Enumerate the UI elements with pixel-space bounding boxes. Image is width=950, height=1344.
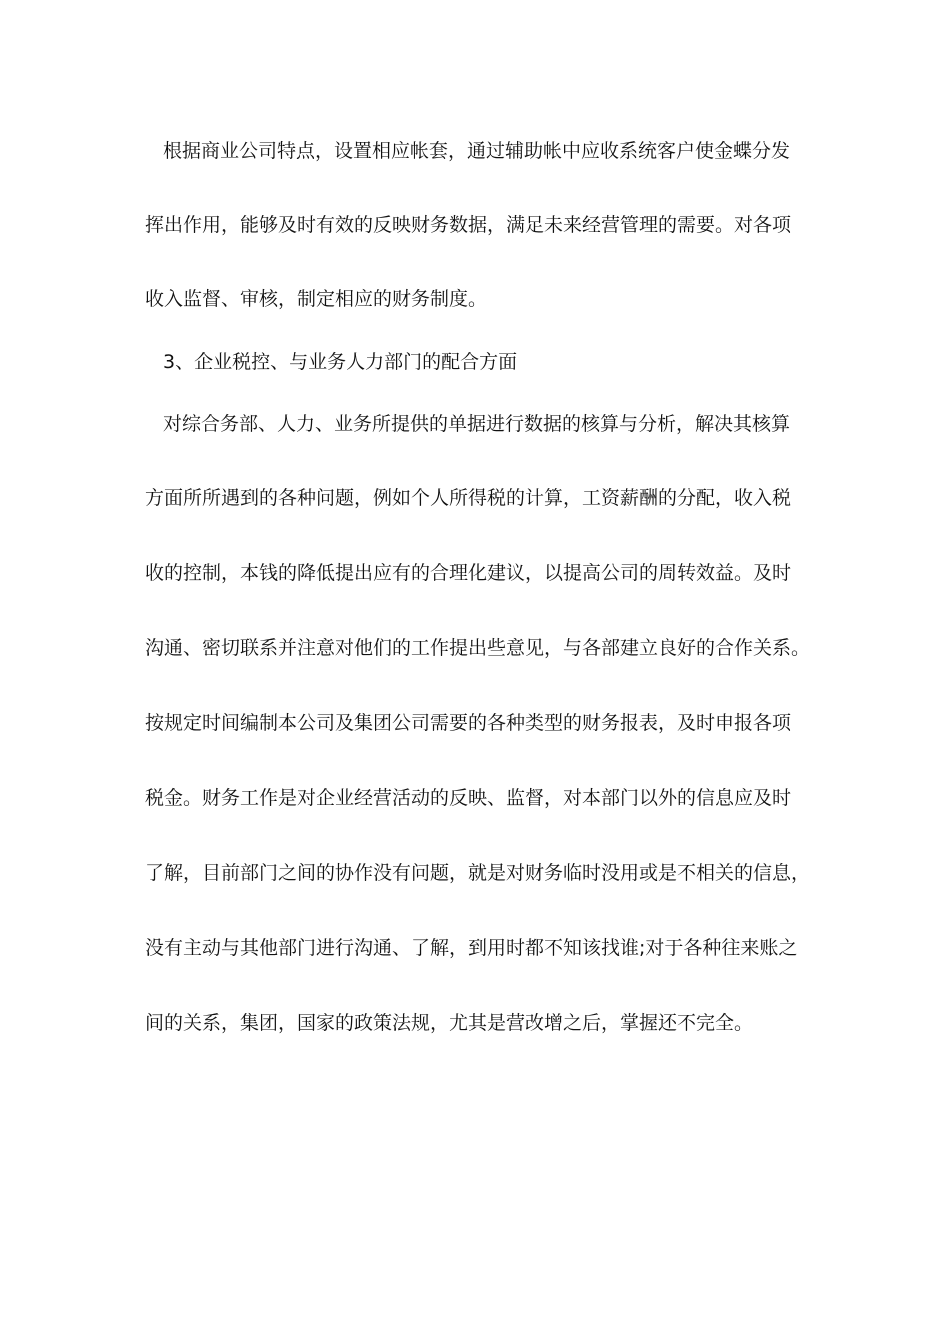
- paragraph-1-line-3: 收入监督、审核，制定相应的财务制度。: [145, 288, 488, 310]
- paragraph-2-line-6: 税金。财务工作是对企业经营活动的反映、监督，对本部门以外的信息应及时: [145, 787, 792, 809]
- paragraph-2-line-9: 间的关系，集团，国家的政策法规，尤其是营改增之后，掌握还不完全。: [145, 1012, 754, 1034]
- paragraph-2-line-3: 收的控制，本钱的降低提出应有的合理化建议，以提高公司的周转效益。及时: [145, 562, 792, 584]
- paragraph-2-line-7: 了解，目前部门之间的协作没有问题，就是对财务临时没用或是不相关的信息，: [145, 862, 811, 884]
- paragraph-1-line-2: 挥出作用，能够及时有效的反映财务数据，满足未来经营管理的需要。对各项: [145, 214, 792, 236]
- paragraph-2-line-5: 按规定时间编制本公司及集团公司需要的各种类型的财务报表，及时申报各项: [145, 712, 792, 734]
- paragraph-1-line-1: 根据商业公司特点，设置相应帐套，通过辅助帐中应收系统客户使金蝶分发: [163, 140, 791, 162]
- paragraph-2-line-4: 沟通、密切联系并注意对他们的工作提出些意见，与各部建立良好的合作关系。: [145, 637, 811, 659]
- paragraph-2-line-8: 没有主动与其他部门进行沟通、了解，到用时都不知该找谁;对于各种往来账之: [145, 937, 798, 959]
- section-heading: 3、企业税控、与业务人力部门的配合方面: [163, 351, 518, 373]
- paragraph-2-line-1: 对综合务部、人力、业务所提供的单据进行数据的核算与分析，解决其核算: [163, 413, 791, 435]
- paragraph-2-line-2: 方面所所遇到的各种问题，例如个人所得税的计算，工资薪酬的分配，收入税: [145, 487, 792, 509]
